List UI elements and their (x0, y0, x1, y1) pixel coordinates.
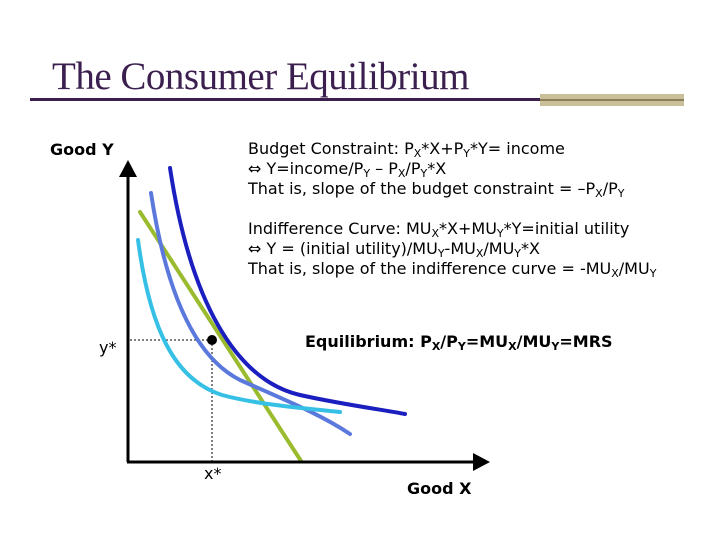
slide-title: The Consumer Equilibrium (52, 55, 469, 98)
indifference-curve-text (248, 219, 656, 279)
y-star-label: y* (99, 338, 117, 357)
budget-constraint-line-1: Budget Constraint: $P_X*X+P_Y*Y=$ income (248, 139, 565, 160)
indifference-curve-outer (170, 168, 405, 414)
indifference-curve-line-2: ⇔ Y = (initial $utility)/MU_Y-MU_X/MU_Y*X$ (248, 239, 540, 260)
x-axis-arrowhead (473, 453, 490, 471)
x-axis-label: Good X (407, 479, 472, 498)
y-axis-label: Good Y (50, 140, 114, 159)
equilibrium-condition: Equilibrium: $P_X/P_Y=MU_X/MU_Y=MRS$ (305, 332, 613, 353)
budget-constraint-line-2: ⇔ $Y=income/P_Y - P_X/P_Y*X$ (248, 159, 447, 180)
x-star-label: x* (204, 464, 222, 483)
indifference-curve-line-1: Indifference Curve: $MU_X*X+MU_Y*Y=initial$ utility (248, 219, 630, 240)
y-axis-arrowhead (119, 160, 137, 177)
indifference-curve-line-3: That is, slope of the indifference curve = $-MU_X/MU_Y$ (248, 259, 657, 280)
equilibrium-point (207, 335, 217, 345)
budget-constraint-text (248, 139, 624, 199)
budget-constraint-line-3: That is, slope of the budget constraint = $-P_X/P_Y$ (248, 179, 625, 200)
